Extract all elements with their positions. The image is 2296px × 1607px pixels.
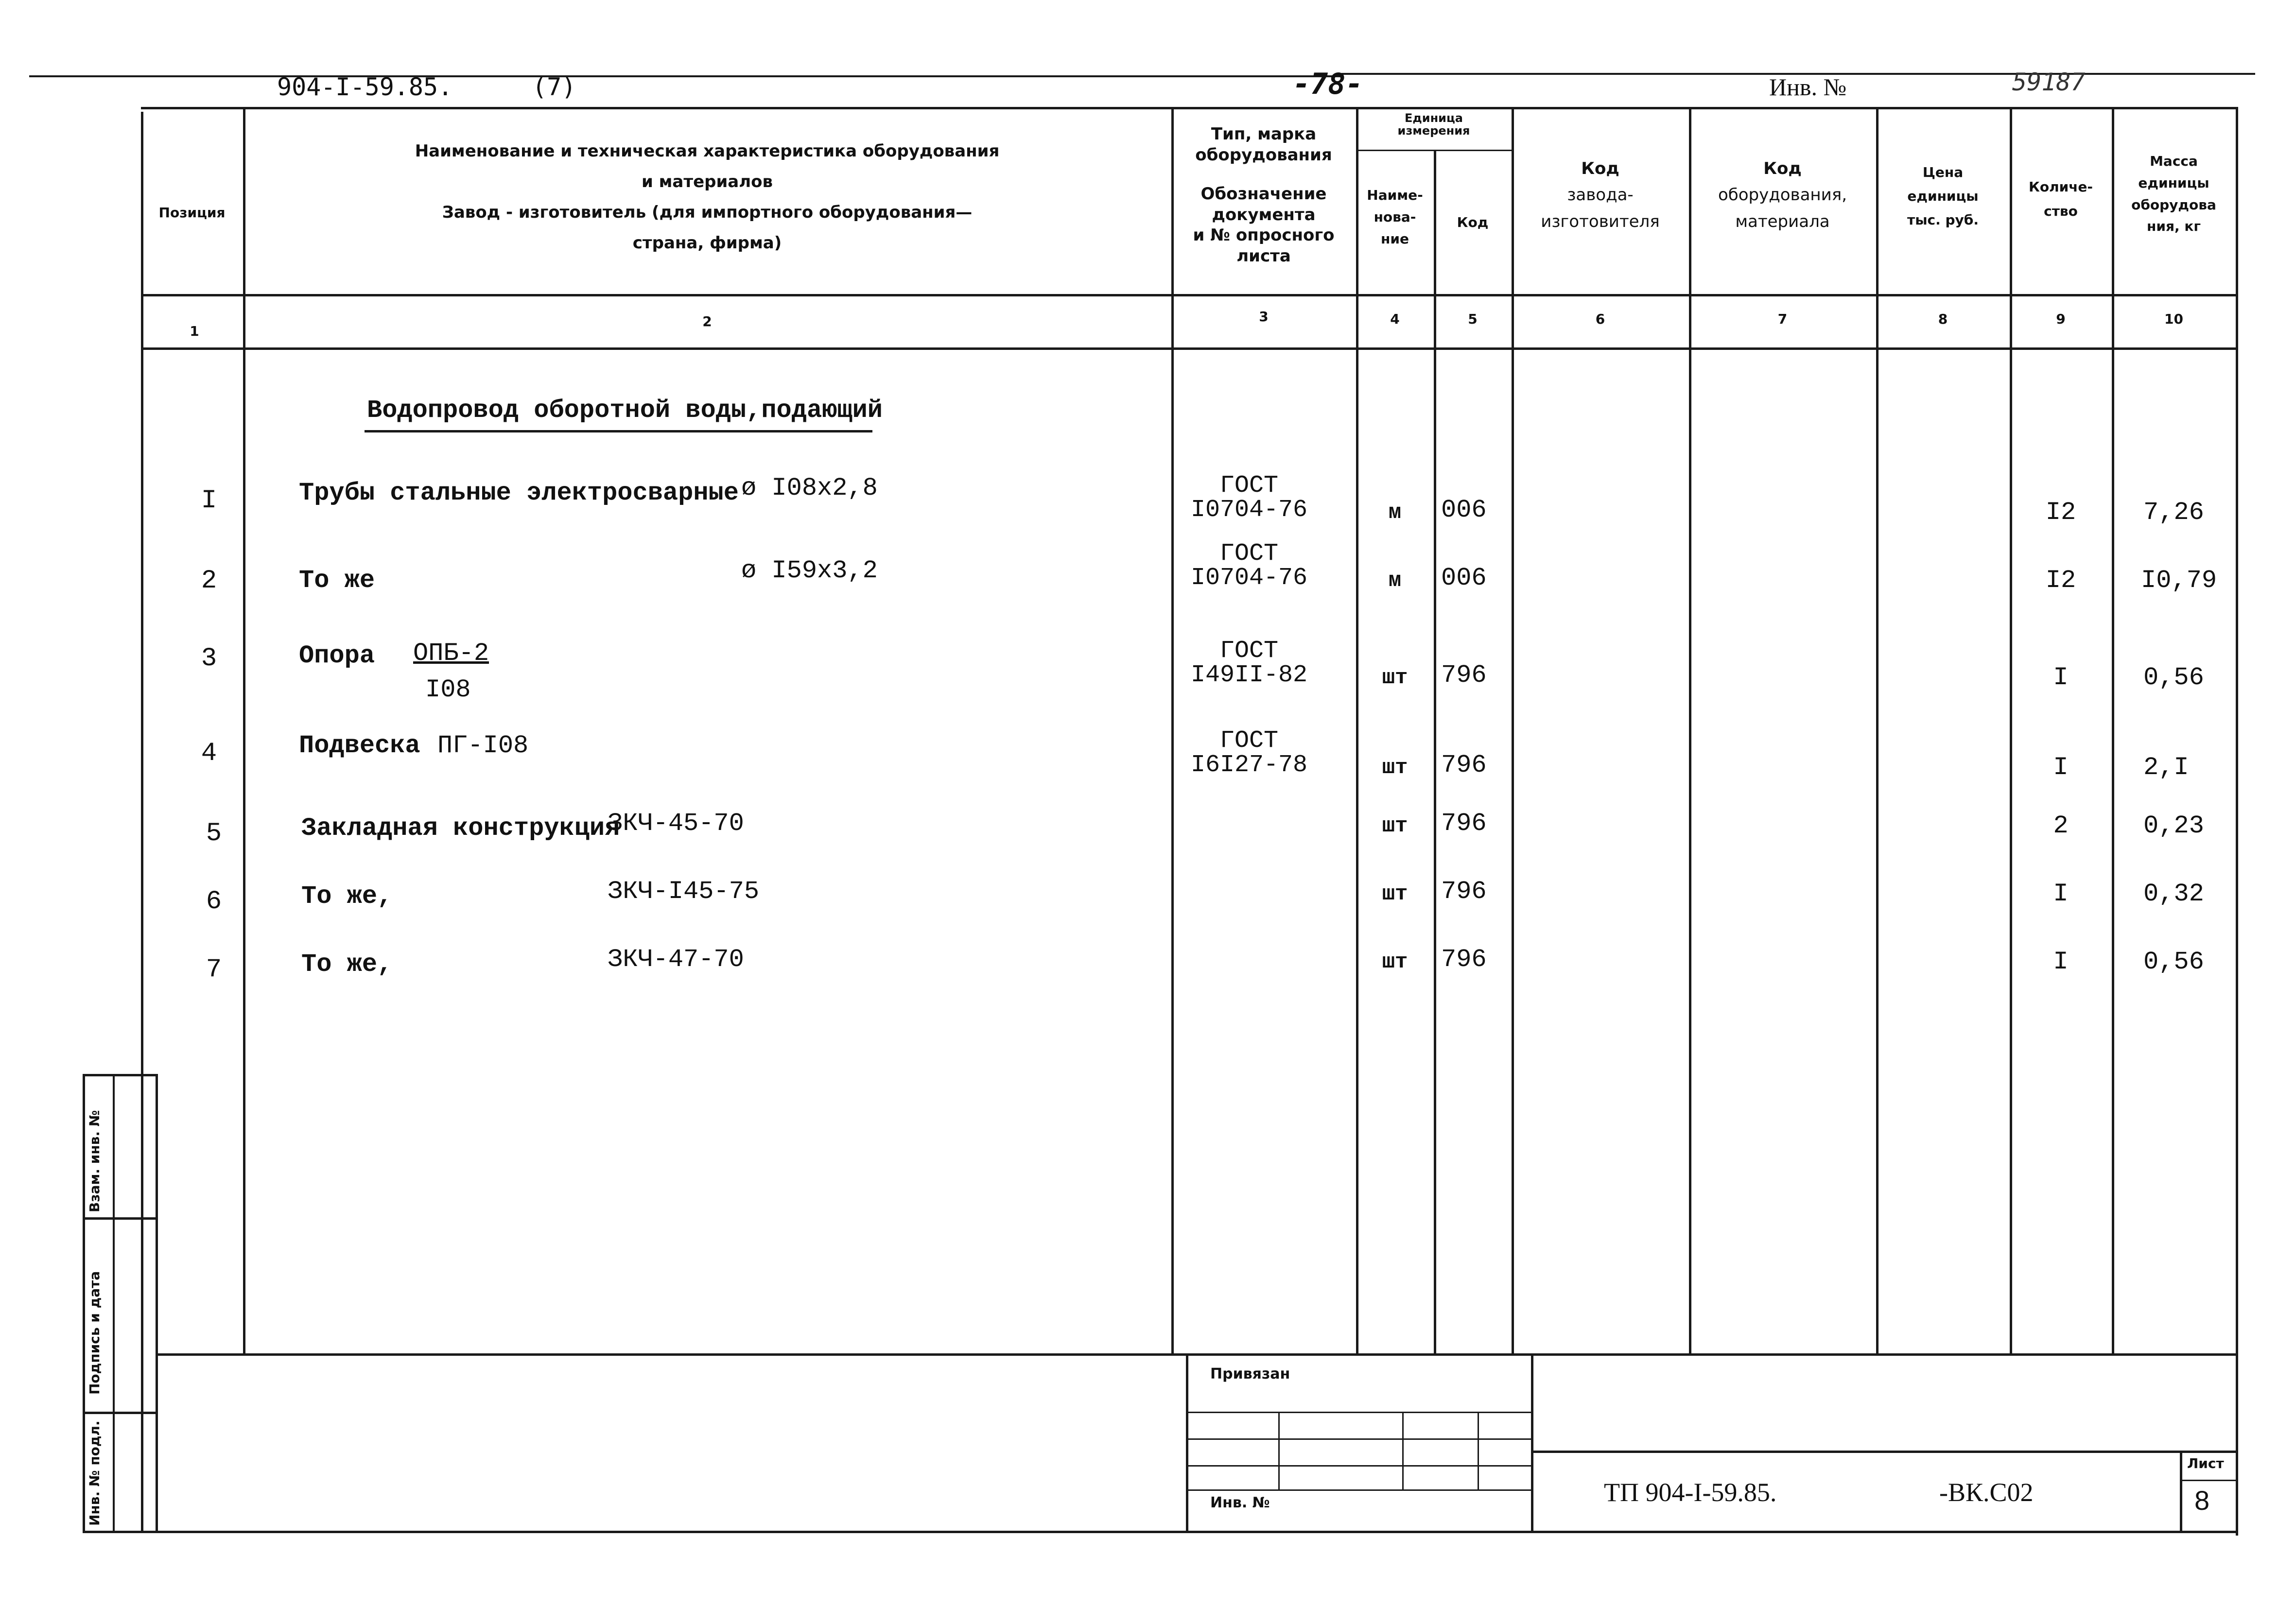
inv-number: 59187 (2012, 68, 2086, 96)
col-line-4 (1434, 150, 1436, 1353)
row-3-quantity: I (2053, 663, 2069, 692)
row-3-spec: ОПБ-2 (413, 639, 489, 668)
col-line-6 (1689, 107, 1691, 1353)
row-3-unit: шт (1382, 666, 1408, 690)
col-line-2 (1171, 107, 1174, 1353)
row-2-spec: ø I59x3,2 (741, 556, 878, 585)
colnum-5: 5 (1468, 311, 1478, 327)
sheet-label: Лист (2187, 1455, 2224, 1471)
row-3-code: 796 (1441, 661, 1487, 690)
row-7-name: То же, (301, 950, 393, 979)
titleblock-div-2 (1531, 1353, 1533, 1531)
designation-left: ТП 904-I-59.85. (1604, 1478, 1777, 1507)
section-title-underline (365, 430, 872, 432)
header-bottom (141, 294, 2238, 296)
top-rule (29, 75, 1341, 77)
row-6-spec: ЗКЧ-I45-75 (608, 877, 760, 906)
row-4-unit: шт (1382, 756, 1408, 780)
header-type: Тип, марка оборудования Обозначение документа и № опросного листа (1193, 124, 1335, 266)
row-1-unit: м (1388, 501, 1402, 525)
row-4-doc: ГОСТ I6I27-78 (1190, 727, 1308, 779)
row-5-code: 796 (1441, 809, 1487, 838)
col-line-3 (1356, 107, 1358, 1353)
row-5-mass: 0,23 (2143, 812, 2204, 840)
col-line-8 (2010, 107, 2012, 1353)
colnum-3: 3 (1259, 309, 1269, 325)
row-4-mass: 2,I (2143, 753, 2189, 782)
side-strip-div1 (83, 1217, 156, 1220)
sheet-box-left (2180, 1451, 2182, 1531)
colnum-2: 2 (702, 313, 712, 329)
header-equipment-code: Код оборудования, материала (1718, 159, 1847, 231)
col-line-7 (1876, 107, 1879, 1353)
inv-no-label: Инв. № (1210, 1494, 1270, 1511)
row-5-spec: ЗКЧ-45-70 (608, 809, 744, 838)
row-3-spec-size: I08 (425, 675, 471, 704)
frame-right (2236, 107, 2238, 1536)
header-unit-code: Код (1457, 214, 1489, 230)
attached-col-3 (1478, 1412, 1479, 1489)
page-number: -78- (1293, 67, 1363, 101)
row-7-quantity: I (2053, 948, 2069, 976)
row-2-name: То же (299, 566, 375, 595)
attached-col-2 (1402, 1412, 1404, 1489)
header-unit-group: Единица измерения (1397, 111, 1470, 138)
colnum-8: 8 (1938, 311, 1948, 327)
row-2-code: 006 (1441, 564, 1487, 592)
side-strip-top (83, 1074, 156, 1076)
header-position: Позиция (158, 205, 226, 221)
header-mass: Масса единицы оборудова ния, кг (2131, 153, 2216, 235)
row-1-doc: ГОСТ I0704-76 (1190, 472, 1308, 524)
row-2-mass: I0,79 (2141, 566, 2217, 595)
row-4-quantity: I (2053, 753, 2069, 782)
row-2-position: 2 (201, 566, 217, 596)
row-7-code: 796 (1441, 945, 1487, 974)
row-5-quantity: 2 (2053, 812, 2069, 840)
side-strip-right (156, 1074, 158, 1531)
row-3-doc: ГОСТ I49II-82 (1190, 637, 1308, 689)
header-name: Наименование и техническая характеристика оборудования и материалов Завод - изготовитель (для импортного оборудования— страна, фирма) (415, 141, 1000, 253)
row-6-name: То же, (301, 882, 393, 911)
numbers-bottom (141, 347, 2238, 350)
colnum-6: 6 (1595, 311, 1605, 327)
row-6-unit: шт (1382, 882, 1408, 906)
attached-row-1 (1186, 1412, 1531, 1413)
row-1-code: 006 (1441, 496, 1487, 524)
header-quantity: Количе- ство (2028, 179, 2093, 220)
section-title: Водопровод оборотной воды,подающий (367, 396, 883, 425)
attached-col-1 (1278, 1412, 1280, 1489)
col-line-9 (2112, 107, 2114, 1353)
col-line-5 (1512, 107, 1514, 1353)
row-7-spec: ЗКЧ-47-70 (608, 945, 744, 974)
row-5-position: 5 (206, 819, 222, 848)
attached-row-3 (1186, 1465, 1531, 1467)
row-4-spec: ПГ-I08 (437, 731, 529, 760)
row-6-code: 796 (1441, 877, 1487, 906)
inv-label: Инв. № (1769, 73, 1847, 101)
colnum-10: 10 (2164, 311, 2183, 327)
row-5-name: Закладная конструкция (301, 814, 620, 843)
frame-left (141, 112, 143, 1531)
titleblock-div-1 (1186, 1353, 1188, 1531)
frame-bottom (83, 1531, 2238, 1533)
sheet-box-div (2180, 1480, 2238, 1481)
row-6-mass: 0,32 (2143, 880, 2204, 908)
row-4-name: Подвеска (299, 731, 420, 760)
designation-right: -ВК.С02 (1939, 1478, 2034, 1507)
titleblock-top (156, 1353, 2238, 1356)
side-strip-div2 (83, 1412, 156, 1414)
side-strip-mid (113, 1074, 115, 1531)
colnum-9: 9 (2056, 311, 2066, 327)
sheet-number: 8 (2194, 1485, 2210, 1516)
attached-label: Привязан (1210, 1365, 1290, 1382)
row-2-unit: м (1388, 569, 1402, 593)
row-3-mass: 0,56 (2143, 663, 2204, 692)
row-3-name: Опора (299, 641, 375, 670)
row-1-mass: 7,26 (2143, 498, 2204, 527)
row-2-quantity: I2 (2045, 566, 2076, 595)
row-3-position: 3 (201, 644, 217, 674)
sheet-index: (7) (532, 73, 576, 101)
row-1-spec: ø I08x2,8 (741, 474, 878, 502)
row-4-code: 796 (1441, 751, 1487, 779)
row-7-unit: шт (1382, 950, 1408, 974)
frame-top (141, 107, 2238, 109)
row-7-position: 7 (206, 955, 222, 985)
designation-top (1531, 1451, 2238, 1453)
row-6-quantity: I (2053, 880, 2069, 908)
side-replaced-inv: Взам. инв. № (87, 1110, 103, 1212)
attached-row-4 (1186, 1489, 1531, 1491)
side-strip-left (83, 1074, 85, 1531)
header-factory-code: Код завода- изготовителя (1541, 159, 1660, 231)
row-1-quantity: I2 (2045, 498, 2076, 527)
header-unit-name: Наиме- нова- ние (1367, 187, 1423, 247)
row-1-name: Трубы стальные электросварные (299, 479, 739, 507)
col-line-1 (243, 107, 245, 1353)
row-7-mass: 0,56 (2143, 948, 2204, 976)
side-sign-date: Подпись и дата (87, 1271, 103, 1395)
row-2-doc: ГОСТ I0704-76 (1190, 540, 1308, 592)
row-1-position: I (201, 486, 217, 516)
colnum-4: 4 (1390, 311, 1400, 327)
colnum-1: 1 (190, 323, 199, 339)
doc-ref: 904-I-59.85. (277, 73, 453, 101)
row-4-position: 4 (201, 739, 217, 768)
header-price: Цена единицы тыс. руб. (1907, 164, 1979, 228)
row-6-position: 6 (206, 887, 222, 916)
attached-row-2 (1186, 1438, 1531, 1440)
row-5-unit: шт (1382, 814, 1408, 838)
colnum-7: 7 (1777, 311, 1788, 327)
side-inv-orig: Инв. № подл. (87, 1420, 103, 1526)
